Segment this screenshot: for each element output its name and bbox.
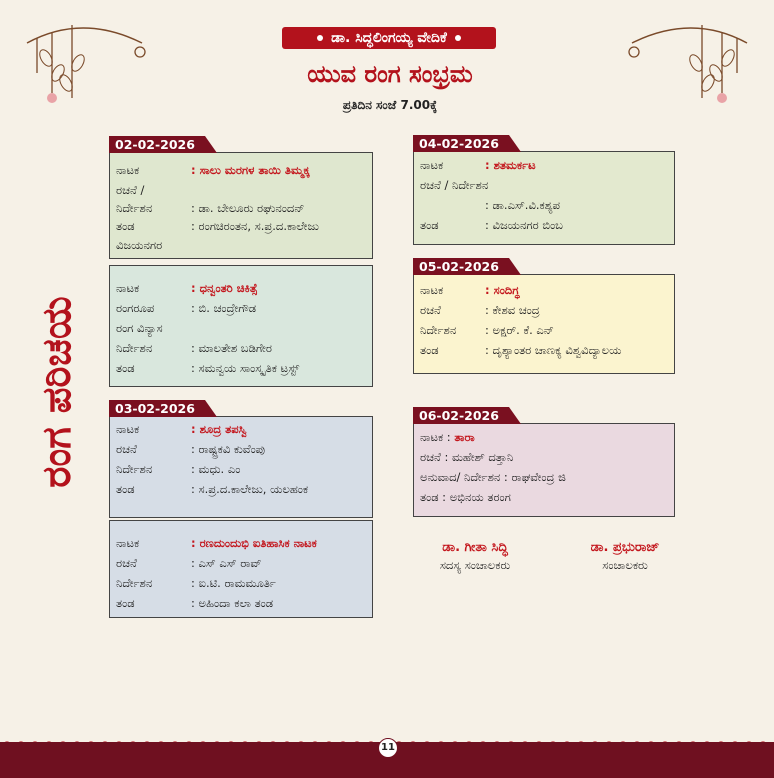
line-key: ನಿರ್ದೇಶನ [116,341,153,355]
play-name: : ಧನ್ವಂತರಿ ಚಿಕಿತ್ಸೆ [191,281,258,295]
event-card-4 [109,520,373,618]
line-key: ರಚನೆ [420,303,441,317]
line-key: ನಿರ್ದೇಶನ [420,323,457,337]
line-key: ರಚನೆ [116,442,137,456]
line-value: : ಡಾ. ಬೇಲೂರು ರಘುನಂದನ್ [191,201,305,215]
line-value: : ಎಸ್ ಎಸ್ ರಾವ್ [191,556,262,570]
line-value: : ರಾಷ್ಟ್ರಕವಿ ಕುವೆಂಪು [191,442,266,456]
line-value: : ಐ.ಟಿ. ರಾಮಮೂರ್ತಿ [191,576,276,590]
line-key: ನಾಟಕ [116,281,140,295]
play-name: ತಾರಾ [454,430,475,444]
line-value: : ಕೇಶವ ಚಂದ್ರ [485,303,540,317]
line-key: ನಾಟಕ [116,163,140,177]
line-value: : ಅಹಿಂದಾ ಕಲಾ ತಂಡ [191,596,274,610]
line-value: : ಬಿ. ಚಂದ್ರೇಗೌಡ [191,301,257,315]
event-date: 06-02-2026 [413,407,509,424]
line-key: ನಾಟಕ : [420,430,455,444]
event-date: 04-02-2026 [413,135,509,152]
line-value: : ವಿಜಯನಗರ ಬಿಂಬ [485,218,563,232]
line-key: ತಂಡ [116,219,135,233]
line-key: ಅನುವಾದ/ ನಿರ್ದೇಶನ : ರಾಘವೇಂದ್ರ ಜಿ [420,470,566,484]
signatory-name: ಡಾ. ಪ್ರಭುರಾಜ್ [590,540,660,555]
play-name: : ಸಂದಿಗ್ಧ [485,283,520,297]
event-date: 03-02-2026 [109,400,205,417]
signatory-name: ಡಾ. ಗೀತಾ ಸಿದ್ಧಿ [442,540,508,555]
line-key: ನಾಟಕ [116,536,140,550]
dot-icon [317,35,323,41]
page-title: ಯುವ ರಂಗ ಸಂಭ್ರಮ [307,60,473,88]
line-key: ತಂಡ [116,596,135,610]
event-card-7 [413,408,675,517]
right-ornament-icon [622,18,752,108]
event-date: 02-02-2026 [109,136,205,153]
event-card-1 [109,137,373,259]
page-number: 11 [378,738,398,758]
play-name: : ಸಾಲು ಮರಗಳ ತಾಯಿ ತಿಮ್ಮಕ್ಕ [191,163,310,177]
play-name: : ರಣದುಂದುಭಿ ಐತಿಹಾಸಿಕ ನಾಟಕ [191,536,317,550]
line-key: ನಾಟಕ [420,283,444,297]
line-key: ತಂಡ : ಅಭಿನಯ ತರಂಗ [420,490,511,504]
page-subtitle: ಪ್ರತಿದಿನ ಸಂಜೆ 7.00ಕ್ಕೆ [342,98,438,112]
signatory-role: ಸಂಚಾಲಕರು [602,558,648,572]
line-key: ನಿರ್ದೇಶನ [116,576,153,590]
event-card-6 [413,259,675,374]
line-key: ನಾಟಕ [116,422,140,436]
signatory-2 [560,540,690,573]
line-key: ನಿರ್ದೇಶನ [116,462,153,476]
event-card-5 [413,136,675,245]
line-value: : ದೃಶ್ಯಾಂತರ ಚಾಣಕ್ಯ ವಿಶ್ವವಿದ್ಯಾಲಯ [485,343,622,357]
line-value: : ಸ.ಪ್ರ.ದ.ಕಾಲೇಜು, ಯಲಹಂಕ [191,482,309,496]
line-key: ನಾಟಕ [420,158,444,172]
line-value: : ಮಾಲತೇಶ ಬಡಿಗೇರ [191,341,272,355]
line-value: : ರಂಗಚಿರಂತನ, ಸ.ಪ್ರ.ದ.ಕಾಲೇಜು [191,219,319,233]
play-name: : ಶೂದ್ರ ತಪಸ್ವಿ [191,422,247,436]
line-value: : ಸಮನ್ವಯ ಸಾಂಸ್ಕೃತಿಕ ಟ್ರಸ್ಟ್ [191,361,300,375]
line-key: ರಚನೆ [116,556,137,570]
line-key: ರಂಗ ವಿನ್ಯಾಸ [116,321,163,335]
play-name: : ಶತಮರ್ಕಟ [485,158,536,172]
line-value: : ಮಧು. ಎಂ [191,462,241,476]
event-card-2 [109,265,373,387]
left-ornament-icon [22,18,152,108]
line-key: ರಚನೆ / [116,183,145,197]
side-label [22,285,92,500]
event-card-3 [109,401,373,518]
banner-text: ಡಾ. ಸಿದ್ಧಲಿಂಗಯ್ಯ ವೇದಿಕೆ [331,30,447,46]
line-key: ತಂಡ [116,482,135,496]
stage-banner [282,27,496,49]
line-key: ತಂಡ [420,218,439,232]
signatory-1 [410,540,540,573]
line-key: ತಂಡ [116,361,135,375]
line-value: : ಡಾ.ಎಸ್.ವಿ.ಕಶ್ಯಪ [485,198,560,212]
event-date: 05-02-2026 [413,258,509,275]
line-key: ವಿಜಯನಗರ [116,238,163,252]
line-key: ತಂಡ [420,343,439,357]
line-value: : ಅಕ್ಷರ್. ಕೆ. ಎನ್ [485,323,554,337]
side-label-text: ರಂಗ ಪರಿಚಯ [34,296,80,488]
line-key: ನಿರ್ದೇಶನ [116,201,153,215]
line-key: ರಂಗರೂಪ [116,301,155,315]
dot-icon [455,35,461,41]
line-key: ರಚನೆ / ನಿರ್ದೇಶನ [420,178,489,192]
signatory-role: ಸದಸ್ಯ ಸಂಚಾಲಕರು [439,558,511,572]
line-key: ರಚನೆ : ಮಹೇಶ್ ದತ್ತಾನಿ [420,450,514,464]
